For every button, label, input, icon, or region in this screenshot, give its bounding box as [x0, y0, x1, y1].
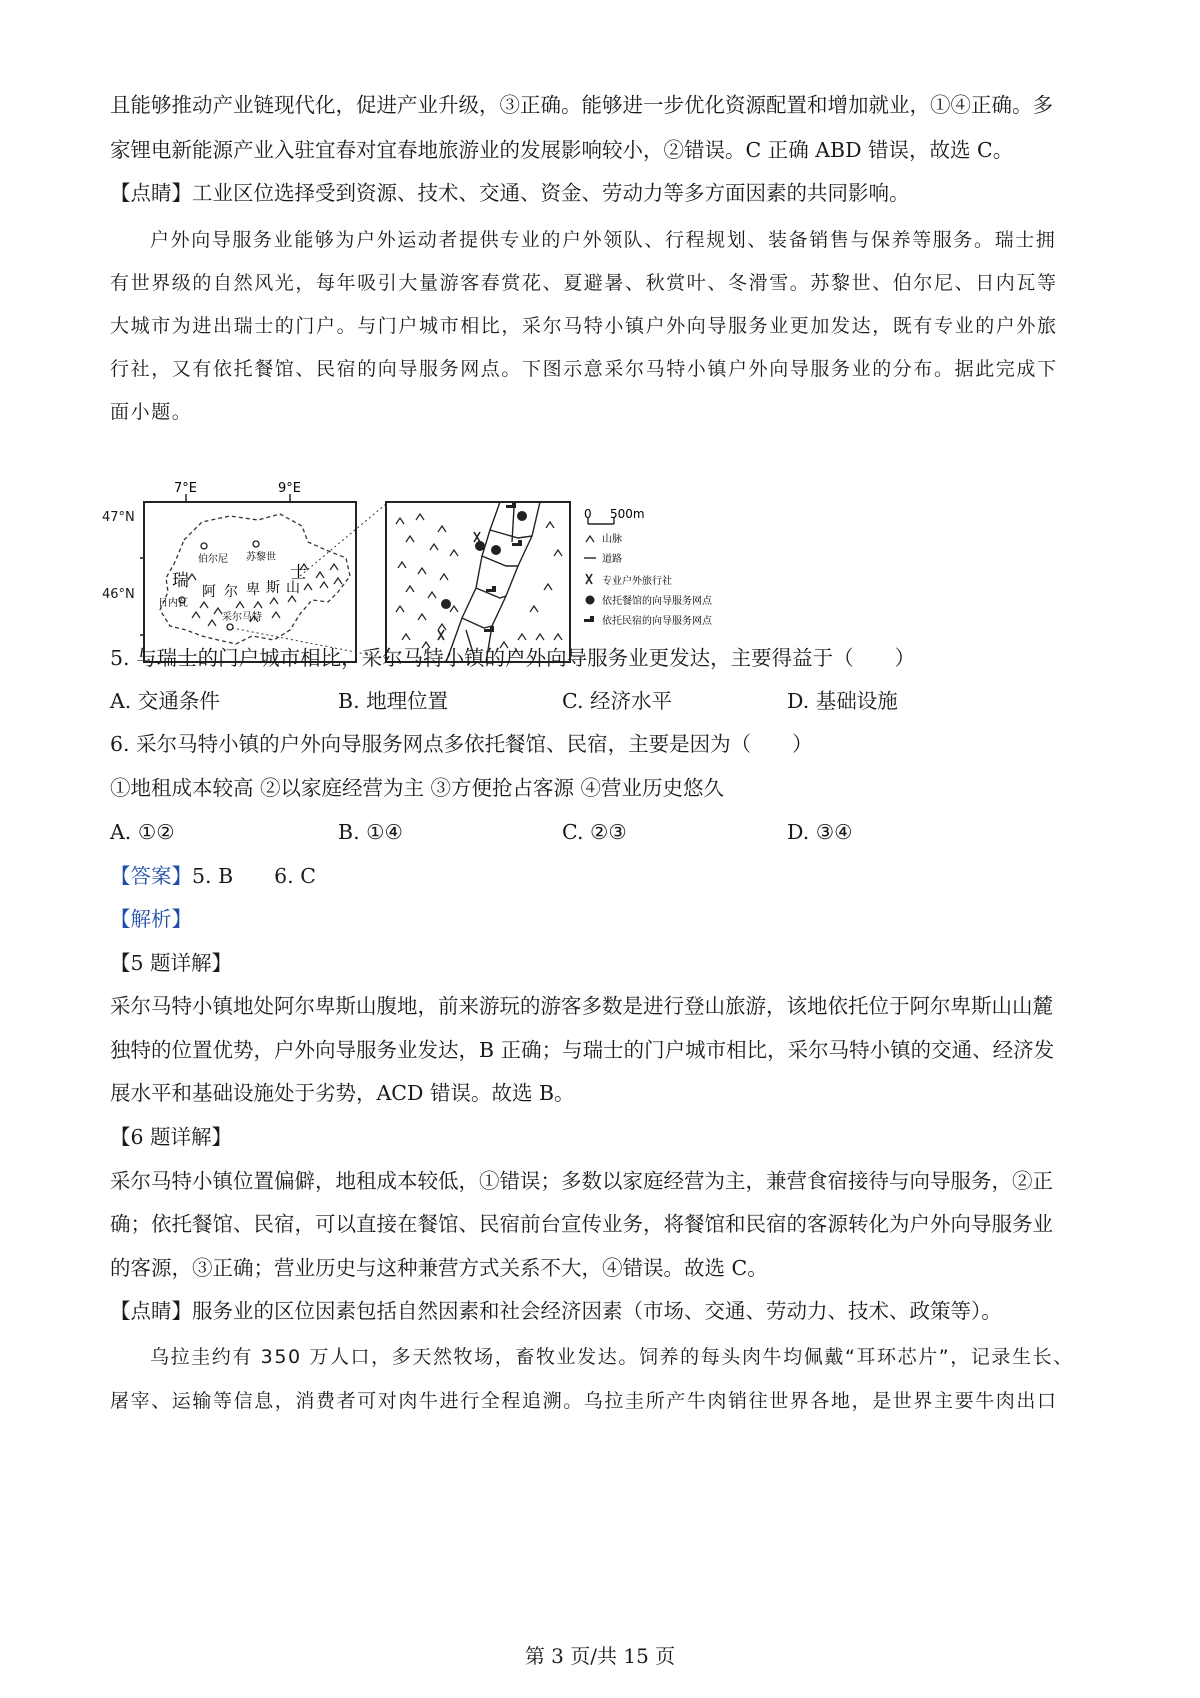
text-line: 确；依托餐馆、民宿，可以直接在餐馆、民宿前台宣传业务，将餐馆和民宿的客源转化为户外向导服务业 [110, 1212, 1053, 1236]
q6-option-d[interactable]: D. ③④ [787, 820, 853, 844]
legend-mountain: 山脉 [602, 534, 622, 545]
scale-distance: 500m [610, 507, 645, 521]
bern-marker [201, 543, 207, 549]
legend-restaurant: 依托餐馆的向导服务网点 [602, 596, 712, 607]
legend-agency: 专业户外旅行社 [602, 576, 672, 587]
inset-mountain-symbols [396, 514, 562, 656]
geneva-label: 日内瓦 [158, 598, 188, 609]
lat-47-label: 47°N [102, 510, 135, 525]
bern-label: 伯尔尼 [198, 554, 228, 565]
zurich-label: 苏黎世 [246, 552, 276, 563]
zermatt-label: 采尔马特 [222, 612, 262, 623]
text-line: 大城市为进出瑞士的门户。与门户城市相比，采尔马特小镇户外向导服务业更加发达，既有专业的户外旅 [110, 315, 1058, 337]
analysis-label: 【解析】 [110, 907, 192, 931]
answer-line [110, 861, 1100, 891]
connector-line [300, 504, 386, 576]
alps-label-3: 卑 [246, 582, 260, 598]
text-line: 独特的位置优势，户外向导服务业发达，B 正确；与瑞士的门户城市相比，采尔马特小镇的交通、经济发 [110, 1038, 1055, 1062]
q5-detail-title: 【5 题详解】 [110, 951, 233, 975]
text-line: 采尔马特小镇位置偏僻，地租成本较低，①错误；多数以家庭经营为主，兼营食宿接待与向导服务，②正 [110, 1169, 1053, 1193]
q5-option-b[interactable]: B. 地理位置 [338, 689, 449, 713]
lon-7-label: 7°E [174, 481, 197, 496]
tip-line: 【点睛】工业区位选择受到资源、技术、交通、资金、劳动力等多方面因素的共同影响。 [110, 181, 910, 205]
text-line: 的客源，③正确；营业历史与这种兼营方式关系不大，④错误。故选 C。 [110, 1256, 768, 1280]
q5-option-d[interactable]: D. 基础设施 [787, 689, 898, 713]
legend [584, 532, 713, 627]
tip-line: 【点睛】服务业的区位因素包括自然因素和社会经济因素（市场、交通、劳动力、技术、政策等）。 [110, 1299, 1002, 1323]
q6-option-b[interactable]: B. ①④ [338, 820, 403, 844]
answer-label: 【答案】 [110, 864, 192, 888]
text-line: 乌拉圭约有 350 万人口，多天然牧场，畜牧业发达。饲养的每头肉牛均佩戴“耳环芯片”，记录生长、 [150, 1346, 1074, 1368]
q6-option-a[interactable]: A. ①② [110, 820, 175, 844]
question-6-stem: 6. 采尔马特小镇的户外向导服务网点多依托餐馆、民宿，主要是因为（ ） [110, 732, 813, 756]
legend-homestay: 依托民宿的向导服务网点 [602, 616, 712, 627]
lon-9-label: 9°E [278, 481, 301, 496]
q5-option-a[interactable]: A. 交通条件 [110, 689, 220, 713]
text-line: 有世界级的自然风光，每年吸引大量游客春赏花、夏避暑、秋赏叶、冬滑雪。苏黎世、伯尔尼、日内瓦等 [110, 272, 1058, 294]
q6-option-c[interactable]: C. ②③ [562, 820, 627, 844]
inset-roads [446, 502, 540, 662]
q6-detail-title: 【6 题详解】 [110, 1125, 233, 1149]
text-line: 面小题。 [110, 401, 193, 423]
text-line: 且能够推动产业链现代化，促进产业升级，③正确。能够进一步优化资源配置和增加就业，①④正确。多 [110, 93, 1053, 117]
country-label-2: 士 [290, 563, 307, 583]
scale-zero: 0 [584, 507, 592, 521]
zurich-marker [253, 541, 259, 547]
page-footer: 第 3 页/共 15 页 [524, 1644, 676, 1668]
alps-label-2: 尔 [224, 584, 238, 600]
question-6-items: ①地租成本较高 ②以家庭经营为主 ③方便抢占客源 ④营业历史悠久 [110, 776, 725, 800]
country-label-1: 瑞 [172, 571, 189, 591]
text-line: 展水平和基础设施处于劣势，ACD 错误。故选 B。 [110, 1081, 575, 1105]
alps-label-1: 阿 [202, 584, 216, 600]
text-line: 户外向导服务业能够为户外运动者提供专业的户外领队、行程规划、装备销售与保养等服务。瑞士拥 [150, 229, 1057, 251]
answer-text: 5. B 6. C [192, 864, 316, 888]
alps-label-4: 斯 [266, 580, 280, 596]
zermatt-marker [227, 624, 233, 630]
text-line: 行社，又有依托餐馆、民宿的向导服务网点。下图示意采尔马特小镇户外向导服务业的分布。据此完成下 [110, 358, 1058, 380]
q5-option-c[interactable]: C. 经济水平 [562, 689, 672, 713]
legend-road: 道路 [602, 554, 622, 565]
question-5-stem: 5. 与瑞士的门户城市相比，采尔马特小镇的户外向导服务业更发达，主要得益于（ ） [110, 646, 916, 670]
text-line: 屠宰、运输等信息，消费者可对肉牛进行全程追溯。乌拉圭所产牛肉销往世界各地，是世界主要牛肉出口 [110, 1390, 1058, 1412]
text-line: 家锂电新能源产业入驻宜春对宜春地旅游业的发展影响较小，②错误。C 正确 ABD 错误，故选 C。 [110, 138, 1014, 162]
alps-label-5: 山 [286, 580, 300, 596]
lat-46-label: 46°N [102, 587, 135, 602]
text-line: 采尔马特小镇地处阿尔卑斯山腹地，前来游玩的游客多数是进行登山旅游，该地依托位于阿尔卑斯山山麓 [110, 994, 1053, 1018]
